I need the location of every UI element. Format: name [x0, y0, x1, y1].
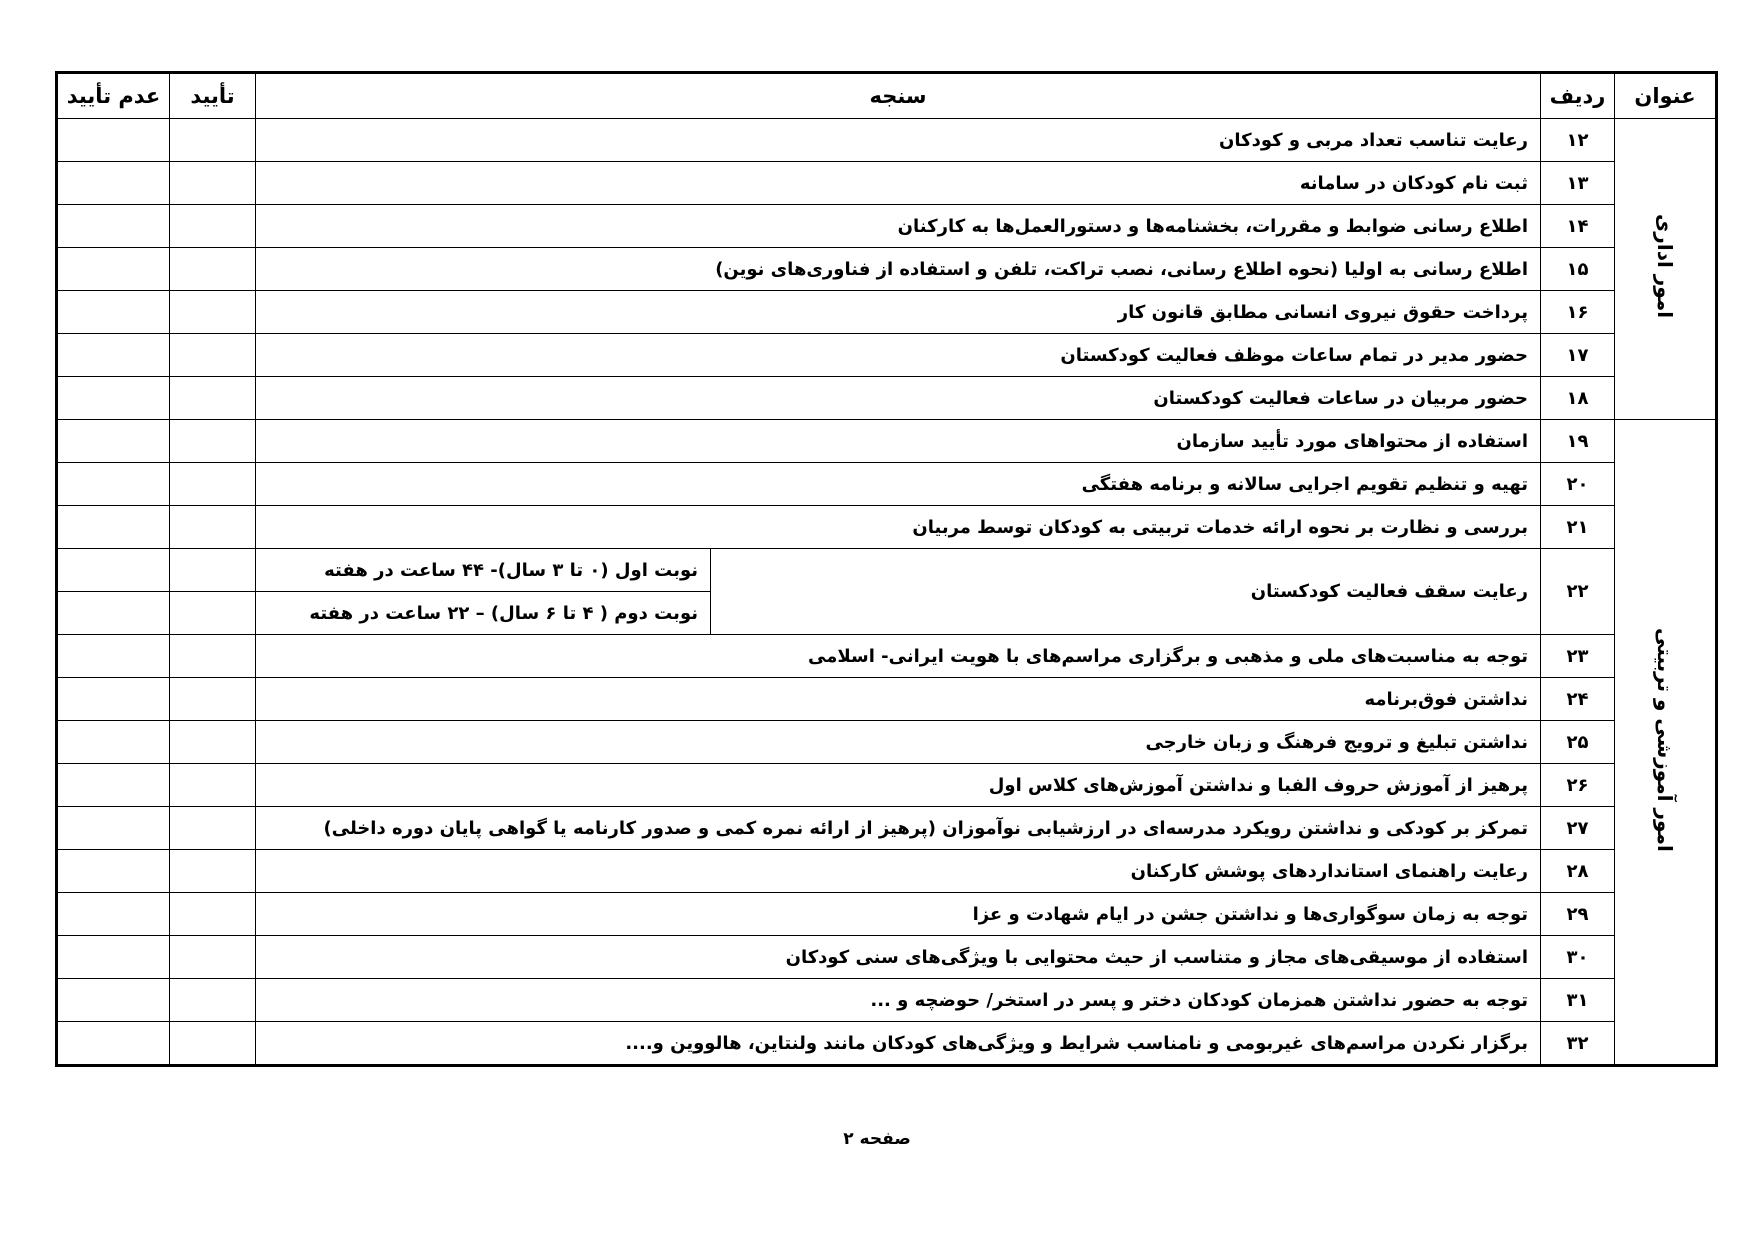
approve-cell[interactable] — [170, 850, 256, 893]
reject-cell[interactable] — [57, 420, 170, 463]
approve-cell[interactable] — [170, 506, 256, 549]
reject-cell[interactable] — [57, 678, 170, 721]
row-number: ۲۶ — [1541, 764, 1615, 807]
reject-cell[interactable] — [57, 291, 170, 334]
measure-text: استفاده از موسیقی‌های مجاز و متناسب از حیث محتوایی با ویژگی‌های سنی کودکان — [256, 936, 1541, 979]
row-number: ۲۴ — [1541, 678, 1615, 721]
section-title-cell — [1615, 420, 1717, 1066]
approve-cell[interactable] — [170, 592, 256, 635]
measure-text: رعایت تناسب تعداد مربی و کودکان — [256, 119, 1541, 162]
checklist-table — [55, 71, 1718, 1067]
measure-text: رعایت سقف فعالیت کودکستان — [711, 549, 1541, 635]
reject-cell[interactable] — [57, 162, 170, 205]
approve-cell[interactable] — [170, 119, 256, 162]
approve-cell[interactable] — [170, 334, 256, 377]
table-row — [57, 721, 1717, 764]
measure-text: توجه به حضور نداشتن همزمان کودکان دختر و پسر در استخر/ حوضچه و ... — [256, 979, 1541, 1022]
row-number: ۱۳ — [1541, 162, 1615, 205]
reject-cell[interactable] — [57, 205, 170, 248]
measure-text: توجه به زمان سوگواری‌ها و نداشتن جشن در ایام شهادت و عزا — [256, 893, 1541, 936]
approve-cell[interactable] — [170, 635, 256, 678]
table-row — [57, 979, 1717, 1022]
measure-text: پرداخت حقوق نیروی انسانی مطابق قانون کار — [256, 291, 1541, 334]
header-row — [57, 73, 1717, 119]
row-number: ۱۹ — [1541, 420, 1615, 463]
header-title: عنوان — [1615, 73, 1717, 119]
measure-text: تهیه و تنظیم تقویم اجرایی سالانه و برنامه هفتگی — [256, 463, 1541, 506]
reject-cell[interactable] — [57, 721, 170, 764]
reject-cell[interactable] — [57, 506, 170, 549]
approve-cell[interactable] — [170, 162, 256, 205]
row-number: ۱۷ — [1541, 334, 1615, 377]
approve-cell[interactable] — [170, 463, 256, 506]
table-row — [57, 334, 1717, 377]
table-row — [57, 506, 1717, 549]
reject-cell[interactable] — [57, 119, 170, 162]
section-title-cell — [1615, 119, 1717, 420]
row-number: ۲۲ — [1541, 549, 1615, 635]
table-row — [57, 549, 1717, 592]
row-number: ۱۴ — [1541, 205, 1615, 248]
reject-cell[interactable] — [57, 463, 170, 506]
row-number: ۲۳ — [1541, 635, 1615, 678]
table-row — [57, 205, 1717, 248]
measure-text: نداشتن تبلیغ و ترویج فرهنگ و زبان خارجی — [256, 721, 1541, 764]
table-row — [57, 936, 1717, 979]
reject-cell[interactable] — [57, 764, 170, 807]
reject-cell[interactable] — [57, 979, 170, 1022]
reject-cell[interactable] — [57, 635, 170, 678]
approve-cell[interactable] — [170, 420, 256, 463]
row-number: ۳۱ — [1541, 979, 1615, 1022]
table-body — [57, 119, 1717, 1066]
row-number: ۳۲ — [1541, 1022, 1615, 1066]
table-row — [57, 678, 1717, 721]
row-number: ۱۸ — [1541, 377, 1615, 420]
approve-cell[interactable] — [170, 377, 256, 420]
reject-cell[interactable] — [57, 334, 170, 377]
measure-text: بررسی و نظارت بر نحوه ارائه خدمات تربیتی به کودکان توسط مربیان — [256, 506, 1541, 549]
table-row — [57, 635, 1717, 678]
reject-cell[interactable] — [57, 807, 170, 850]
table-row — [57, 119, 1717, 162]
row-number: ۲۰ — [1541, 463, 1615, 506]
table-row — [57, 463, 1717, 506]
measure-text: حضور مدیر در تمام ساعات موظف فعالیت کودکستان — [256, 334, 1541, 377]
measure-text: نداشتن فوق‌برنامه — [256, 678, 1541, 721]
measure-text: توجه به مناسبت‌های ملی و مذهبی و برگزاری مراسم‌های با هویت ایرانی- اسلامی — [256, 635, 1541, 678]
measure-text: تمرکز بر کودکی و نداشتن رویکرد مدرسه‌ای در ارزشیابی نوآموزان (پرهیز از ارائه نمره کمی و صدور کارنامه یا گواهی پایان دوره داخلی) — [256, 807, 1541, 850]
reject-cell[interactable] — [57, 1022, 170, 1066]
measure-text: ثبت نام کودکان در سامانه — [256, 162, 1541, 205]
approve-cell[interactable] — [170, 248, 256, 291]
table-row — [57, 291, 1717, 334]
approve-cell[interactable] — [170, 549, 256, 592]
row-number: ۲۱ — [1541, 506, 1615, 549]
reject-cell[interactable] — [57, 850, 170, 893]
approve-cell[interactable] — [170, 678, 256, 721]
measure-text: رعایت راهنمای استانداردهای پوشش کارکنان — [256, 850, 1541, 893]
reject-cell[interactable] — [57, 248, 170, 291]
reject-cell[interactable] — [57, 592, 170, 635]
row-number: ۲۸ — [1541, 850, 1615, 893]
table-row — [57, 377, 1717, 420]
approve-cell[interactable] — [170, 764, 256, 807]
table-row — [57, 162, 1717, 205]
approve-cell[interactable] — [170, 807, 256, 850]
measure-text: برگزار نکردن مراسم‌های غیربومی و نامناسب شرایط و ویژگی‌های کودکان مانند ولنتاین، هالووین و.... — [256, 1022, 1541, 1066]
approve-cell[interactable] — [170, 936, 256, 979]
measure-text: پرهیز از آموزش حروف الفبا و نداشتن آموزش‌های کلاس اول — [256, 764, 1541, 807]
approve-cell[interactable] — [170, 893, 256, 936]
approve-cell[interactable] — [170, 205, 256, 248]
row-number: ۱۵ — [1541, 248, 1615, 291]
approve-cell[interactable] — [170, 979, 256, 1022]
row-number: ۲۷ — [1541, 807, 1615, 850]
row-number: ۲۹ — [1541, 893, 1615, 936]
header-reject: عدم تأیید — [57, 73, 170, 119]
reject-cell[interactable] — [57, 936, 170, 979]
reject-cell[interactable] — [57, 893, 170, 936]
section-title: امور اداری — [1653, 214, 1677, 319]
table-row — [57, 850, 1717, 893]
table-row — [57, 420, 1717, 463]
row-number: ۱۶ — [1541, 291, 1615, 334]
measure-subitem: نوبت اول (۰ تا ۳ سال)- ۴۴ ساعت در هفته — [256, 549, 711, 592]
header-row-number: ردیف — [1541, 73, 1615, 119]
approve-cell[interactable] — [170, 291, 256, 334]
row-number: ۳۰ — [1541, 936, 1615, 979]
approve-cell[interactable] — [170, 721, 256, 764]
section-title: امور آموزشی و تربیتی — [1653, 627, 1677, 852]
page-number: صفحه ۲ — [843, 1129, 911, 1149]
row-number: ۲۵ — [1541, 721, 1615, 764]
table-row — [57, 248, 1717, 291]
measure-text: اطلاع رسانی ضوابط و مقررات، بخشنامه‌ها و دستورالعمل‌ها به کارکنان — [256, 205, 1541, 248]
table-row — [57, 807, 1717, 850]
measure-subitem: نوبت دوم ( ۴ تا ۶ سال) – ۲۲ ساعت در هفته — [256, 592, 711, 635]
reject-cell[interactable] — [57, 549, 170, 592]
measure-text: استفاده از محتواهای مورد تأیید سازمان — [256, 420, 1541, 463]
measure-text: حضور مربیان در ساعات فعالیت کودکستان — [256, 377, 1541, 420]
table-row — [57, 893, 1717, 936]
header-approve: تأیید — [170, 73, 256, 119]
table-row — [57, 764, 1717, 807]
table-row — [57, 1022, 1717, 1066]
measure-text: اطلاع رسانی به اولیا (نحوه اطلاع رسانی، نصب تراکت، تلفن و استفاده از فناوری‌های نوین) — [256, 248, 1541, 291]
row-number: ۱۲ — [1541, 119, 1615, 162]
header-measure: سنجه — [256, 73, 1541, 119]
reject-cell[interactable] — [57, 377, 170, 420]
approve-cell[interactable] — [170, 1022, 256, 1066]
